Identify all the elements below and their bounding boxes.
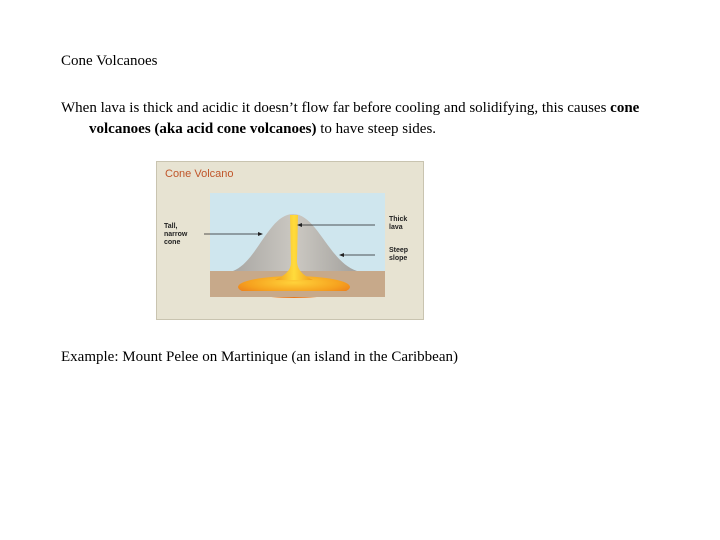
paragraph-bold-term: cone volcanoes (aka acid cone volcanoes) — [89, 100, 640, 137]
label-line: Tall, — [164, 223, 178, 230]
label-line: Thick — [389, 216, 408, 223]
label-thick-lava — [389, 216, 407, 232]
volcano-illustration — [157, 162, 425, 321]
label-line: slope — [389, 255, 408, 262]
page-title: Cone Volcanoes — [61, 53, 158, 69]
label-tall-narrow-cone — [164, 223, 187, 247]
label-line: lava — [389, 224, 403, 231]
example-text: Example: Mount Pelee on Martinique (an island in the Caribbean) — [61, 349, 458, 365]
label-line: cone — [164, 239, 181, 246]
paragraph-text-1: When lava is thick and acidic it doesn’t flow far before cooling and solidifying, this causes — [61, 100, 611, 116]
label-line: Steep — [389, 247, 409, 254]
paragraph-text-2: to have steep sides. — [316, 121, 437, 137]
cone-volcano-diagram — [156, 161, 424, 320]
label-steep-slope — [389, 247, 408, 263]
diagram-title: Cone Volcano — [165, 168, 234, 180]
label-line: narrow — [164, 231, 188, 238]
body-paragraph — [61, 98, 689, 140]
